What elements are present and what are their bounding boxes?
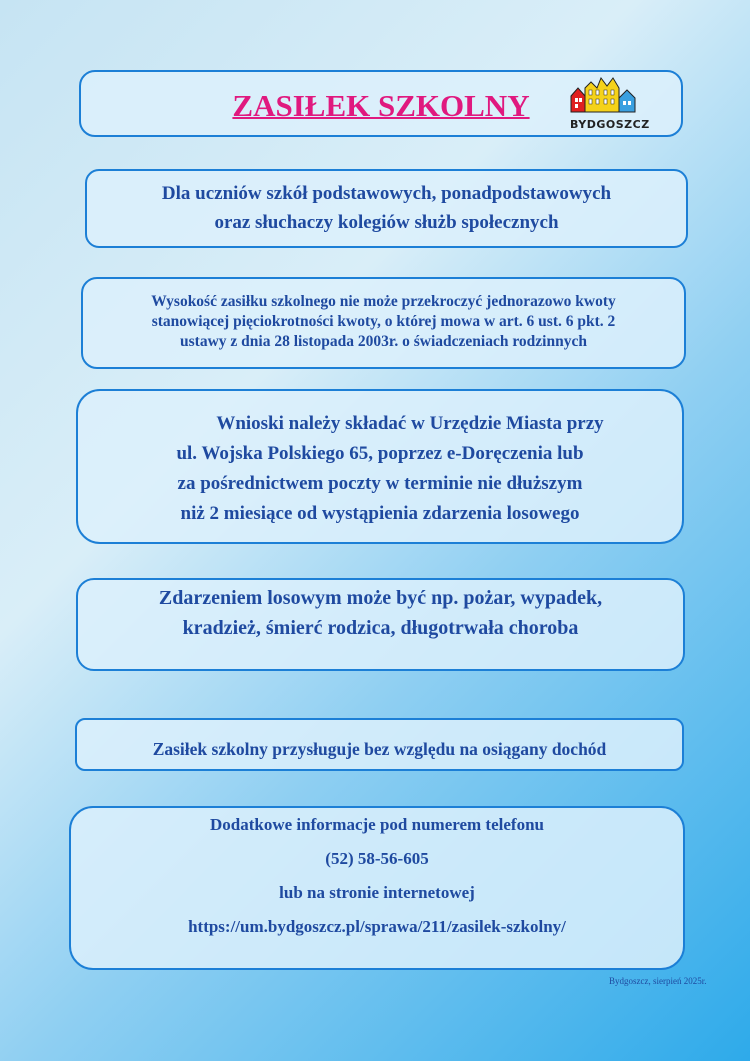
eligibility-box (85, 169, 688, 248)
application-box (76, 389, 684, 544)
contact-info-line: lub na stronie internetowej (279, 883, 475, 902)
application-line: za pośrednictwem poczty w terminie nie dłuższym (177, 473, 583, 494)
title-box (79, 70, 683, 137)
footer-date: Bydgoszcz, sierpień 2025r. (609, 976, 707, 986)
application-line: ul. Wojska Polskiego 65, poprzez e-Doręczenia lub (176, 443, 584, 464)
income-line: Zasiłek szkolny przysługuje bez względu na osiągany dochód (152, 739, 607, 759)
eligibility-line: Dla uczniów szkół podstawowych, ponadpodstawowych (161, 183, 612, 204)
logo-text: BYDGOSZCZ (570, 118, 650, 131)
phone-number: (52) 58-56-605 (325, 849, 429, 868)
random-event-line: kradzież, śmierć rodzica, długotrwała choroba (182, 617, 579, 639)
website-link[interactable]: https://um.bydgoszcz.pl/sprawa/211/zasilek-szkolny/ (188, 917, 566, 936)
contact-info-line: Dodatkowe informacje pod numerem telefonu (210, 815, 544, 834)
amount-line: ustawy z dnia 28 listopada 2003r. o świadczeniach rodzinnych (180, 333, 587, 350)
amount-box (81, 277, 686, 369)
income-box (75, 718, 684, 771)
eligibility-line: oraz słuchaczy kolegiów służb społecznych (214, 212, 559, 233)
application-line: Wnioski należy składać w Urzędzie Miasta przy (216, 413, 604, 434)
amount-line: stanowiącej pięciokrotności kwoty, o której mowa w art. 6 ust. 6 pkt. 2 (151, 313, 616, 330)
amount-line: Wysokość zasiłku szkolnego nie może przekroczyć jednorazowo kwoty (151, 293, 616, 310)
contact-box (69, 806, 685, 970)
random-event-line: Zdarzeniem losowym może być np. pożar, wypadek, (158, 587, 603, 609)
page-title: ZASIŁEK SZKOLNY (232, 88, 530, 123)
random-event-box (76, 578, 685, 671)
application-line: niż 2 miesiące od wystąpienia zdarzenia losowego (180, 503, 580, 524)
